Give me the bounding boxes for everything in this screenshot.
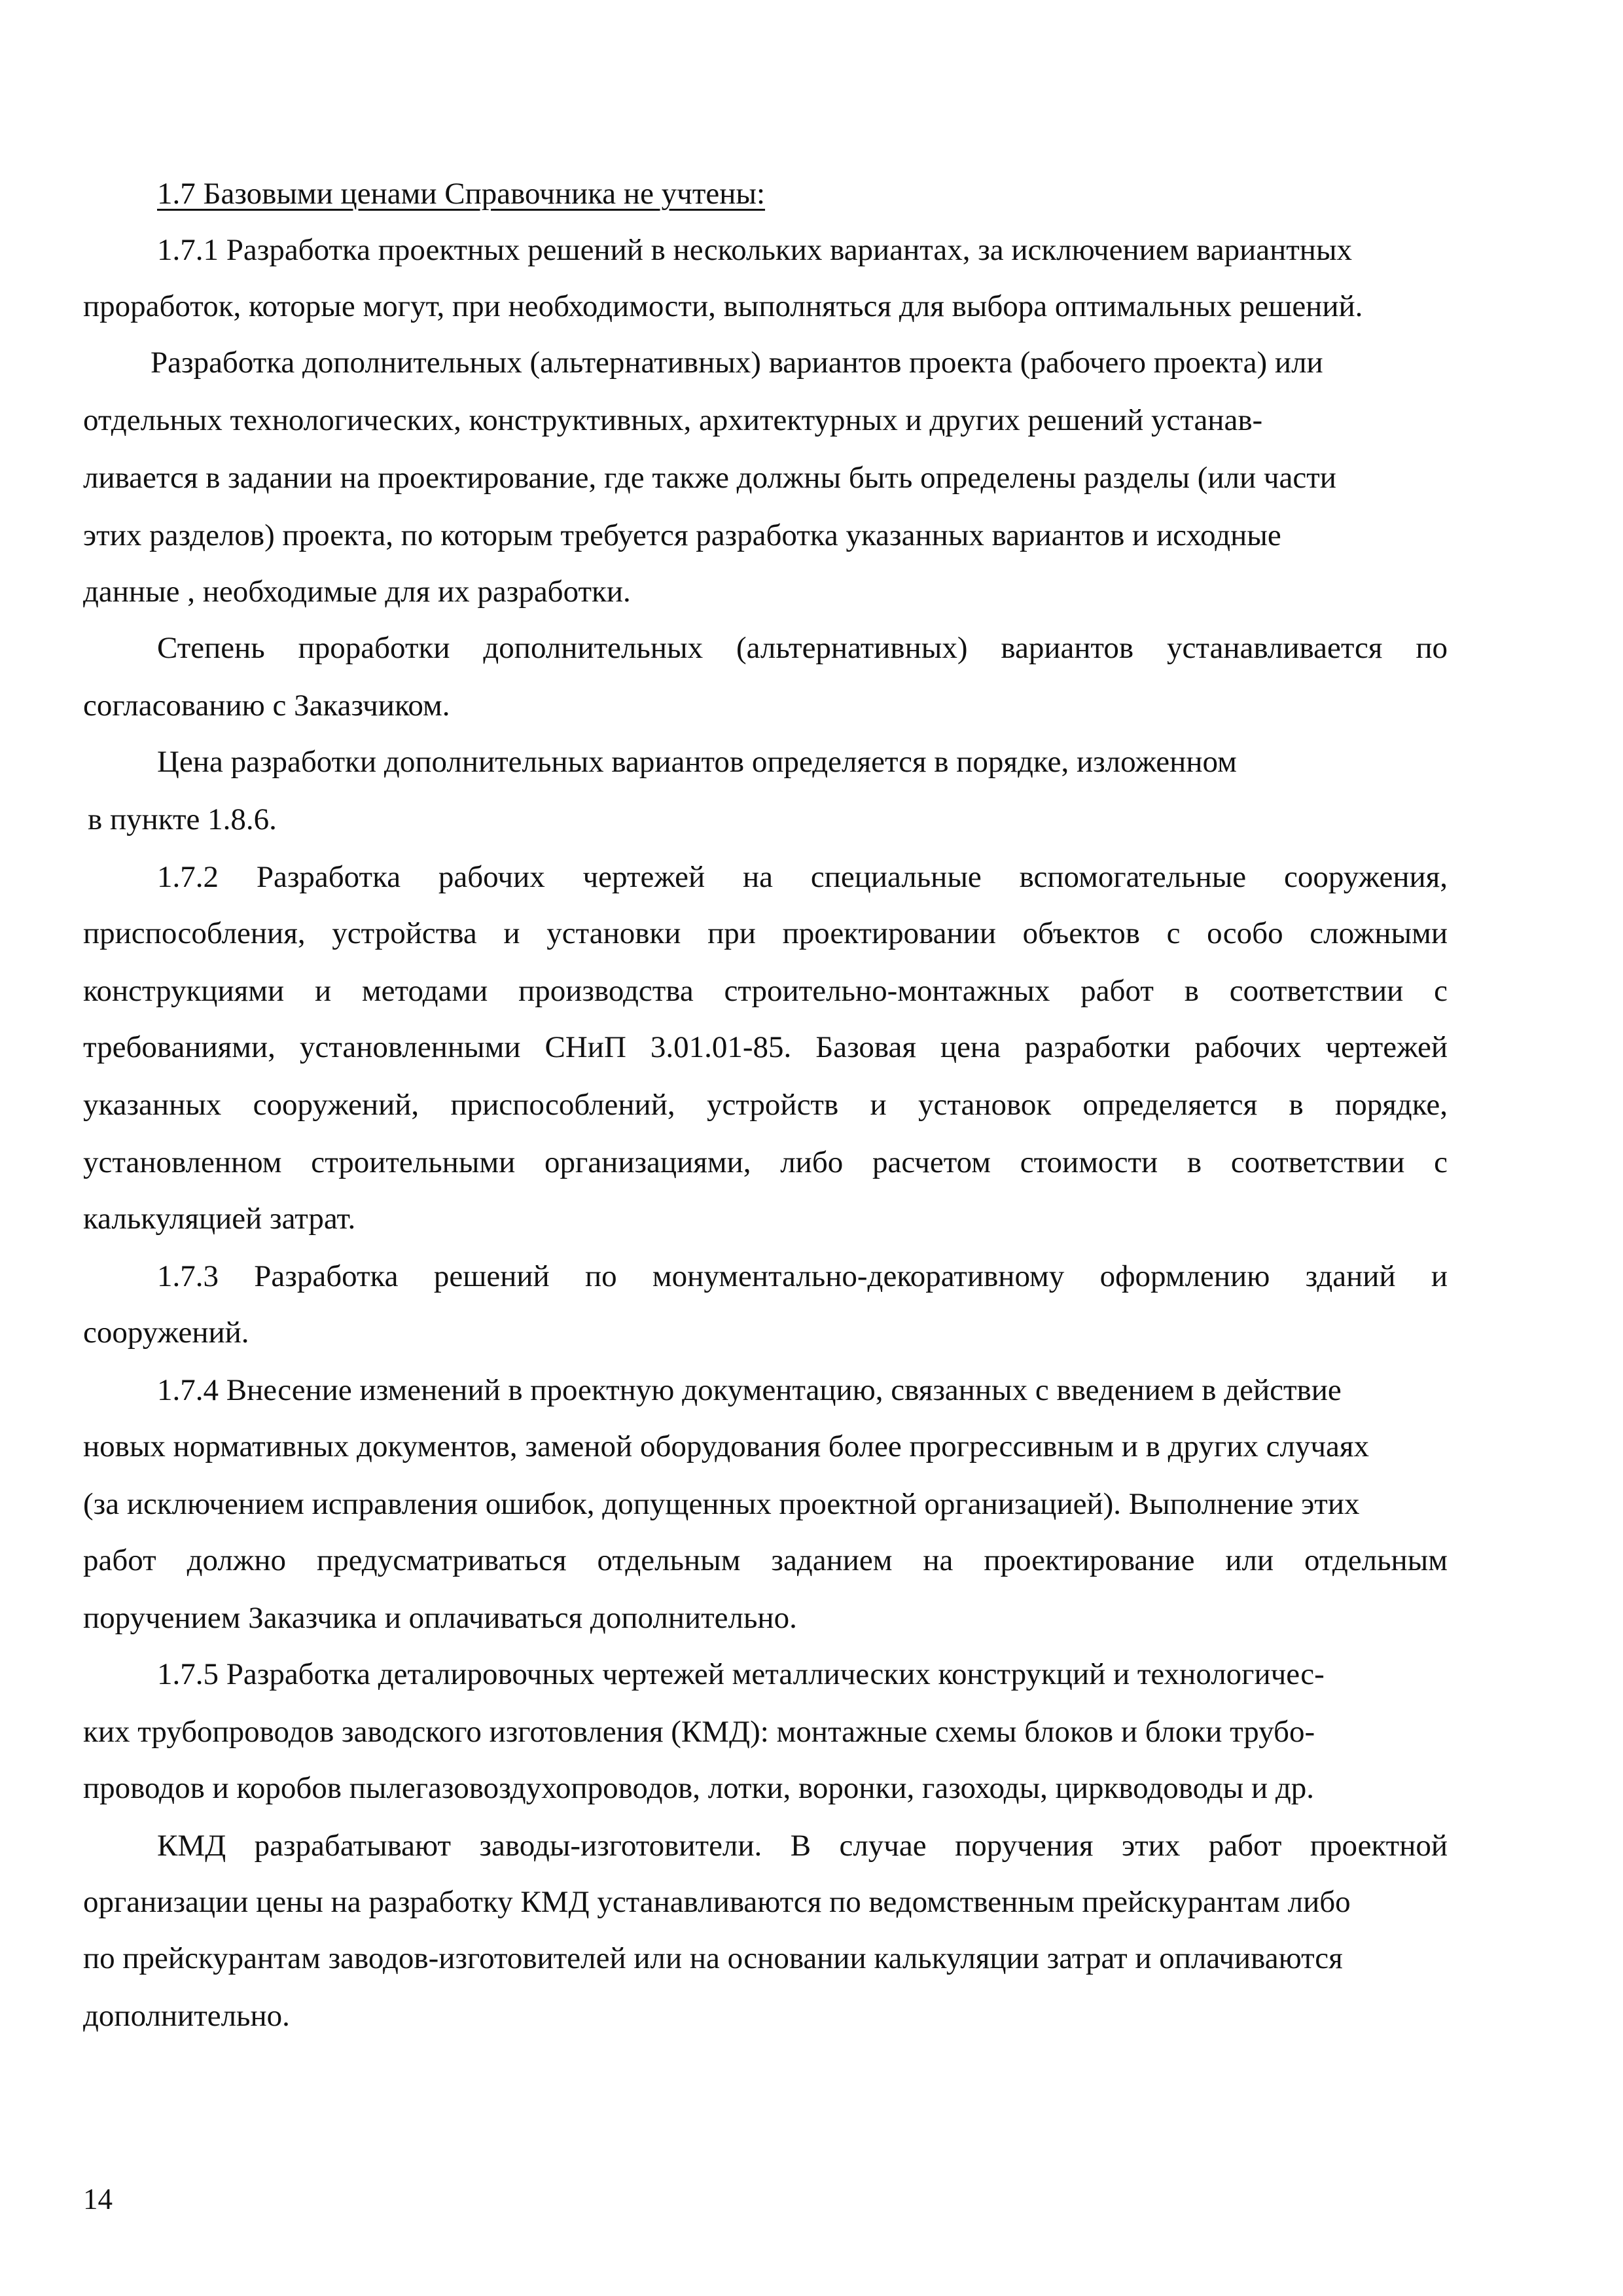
paragraph-line: данные , необходимые для их разработки. <box>83 575 631 609</box>
paragraph-line: проработок, которые могут, при необходимости, выполняться для выбора оптимальных решений. <box>83 289 1363 323</box>
paragraph-line: ливается в задании на проектирование, где также должны быть определены разделы (или части <box>83 461 1336 495</box>
paragraph-line: 1.7.1 Разработка проектных решений в нескольких вариантах, за исключением вариантных <box>157 233 1353 267</box>
paragraph-line: 1.7.5 Разработка деталировочных чертежей металлических конструкций и технологичес- <box>157 1657 1325 1691</box>
paragraph-line: установленном строительными организациями, либо расчетом стоимости в соответствии с <box>83 1145 1448 1179</box>
paragraph-line: организации цены на разработку КМД устанавливаются по ведомственным прейскурантам либо <box>83 1885 1351 1919</box>
paragraph-line: Цена разработки дополнительных вариантов определяется в порядке, изложенном <box>157 745 1237 779</box>
paragraph-line: по прейскурантам заводов-изготовителей или на основании калькуляции затрат и оплачиваются <box>83 1941 1343 1975</box>
paragraph-line: проводов и коробов пылегазовоздухопроводов, лотки, воронки, газоходы, циркводоводы и др. <box>83 1771 1315 1805</box>
page-number: 14 <box>83 2183 113 2215</box>
paragraph-line: сооружений. <box>83 1316 249 1350</box>
paragraph-line: требованиями, установленными СНиП 3.01.01-85. Базовая цена разработки рабочих чертежей <box>83 1030 1448 1064</box>
paragraph-line: отдельных технологических, конструктивных, архитектурных и других решений устанав- <box>83 403 1263 437</box>
paragraph-line: 1.7.4 Внесение изменений в проектную документацию, связанных с введением в действие <box>157 1373 1342 1407</box>
paragraph-line: 1.7.3 Разработка решений по монументально-декоративному оформлению зданий и <box>157 1259 1448 1293</box>
paragraph-line: 1.7.2 Разработка рабочих чертежей на специальные вспомогательные сооружения, <box>157 860 1448 894</box>
paragraph-line: Степень проработки дополнительных (альтернативных) вариантов устанавливается по <box>157 631 1448 665</box>
paragraph-line: работ должно предусматриваться отдельным заданием на проектирование или отдельным <box>83 1543 1448 1577</box>
paragraph-line: новых нормативных документов, заменой оборудования более прогрессивным и в других случаях <box>83 1429 1370 1463</box>
paragraph-line: ких трубопроводов заводского изготовления (КМД): монтажные схемы блоков и блоки трубо- <box>83 1715 1315 1749</box>
paragraph-line: поручением Заказчика и оплачиваться дополнительно. <box>83 1601 797 1635</box>
paragraph-line: КМД разрабатывают заводы-изготовители. В случае поручения этих работ проектной <box>157 1829 1448 1863</box>
section-heading: 1.7 Базовыми ценами Справочника не учтены: <box>157 177 766 211</box>
paragraph-line: указанных сооружений, приспособлений, устройств и установок определяется в порядке, <box>83 1088 1448 1122</box>
paragraph-line: калькуляцией затрат. <box>83 1202 356 1236</box>
paragraph-line: дополнительно. <box>83 1999 290 2033</box>
paragraph-line: этих разделов) проекта, по которым требуется разработка указанных вариантов и исходные <box>83 518 1281 552</box>
paragraph-line: (за исключением исправления ошибок, допущенных проектной организацией). Выполнение этих <box>83 1487 1360 1521</box>
paragraph-line: согласованию с Заказчиком. <box>83 689 450 723</box>
paragraph-line: приспособления, устройства и установки при проектировании объектов с особо сложными <box>83 916 1448 950</box>
paragraph-line: конструкциями и методами производства строительно-монтажных работ в соответствии с <box>83 974 1448 1008</box>
paragraph-line: Разработка дополнительных (альтернативных) вариантов проекта (рабочего проекта) или <box>151 346 1323 380</box>
paragraph-line: в пункте 1.8.6. <box>88 802 277 836</box>
